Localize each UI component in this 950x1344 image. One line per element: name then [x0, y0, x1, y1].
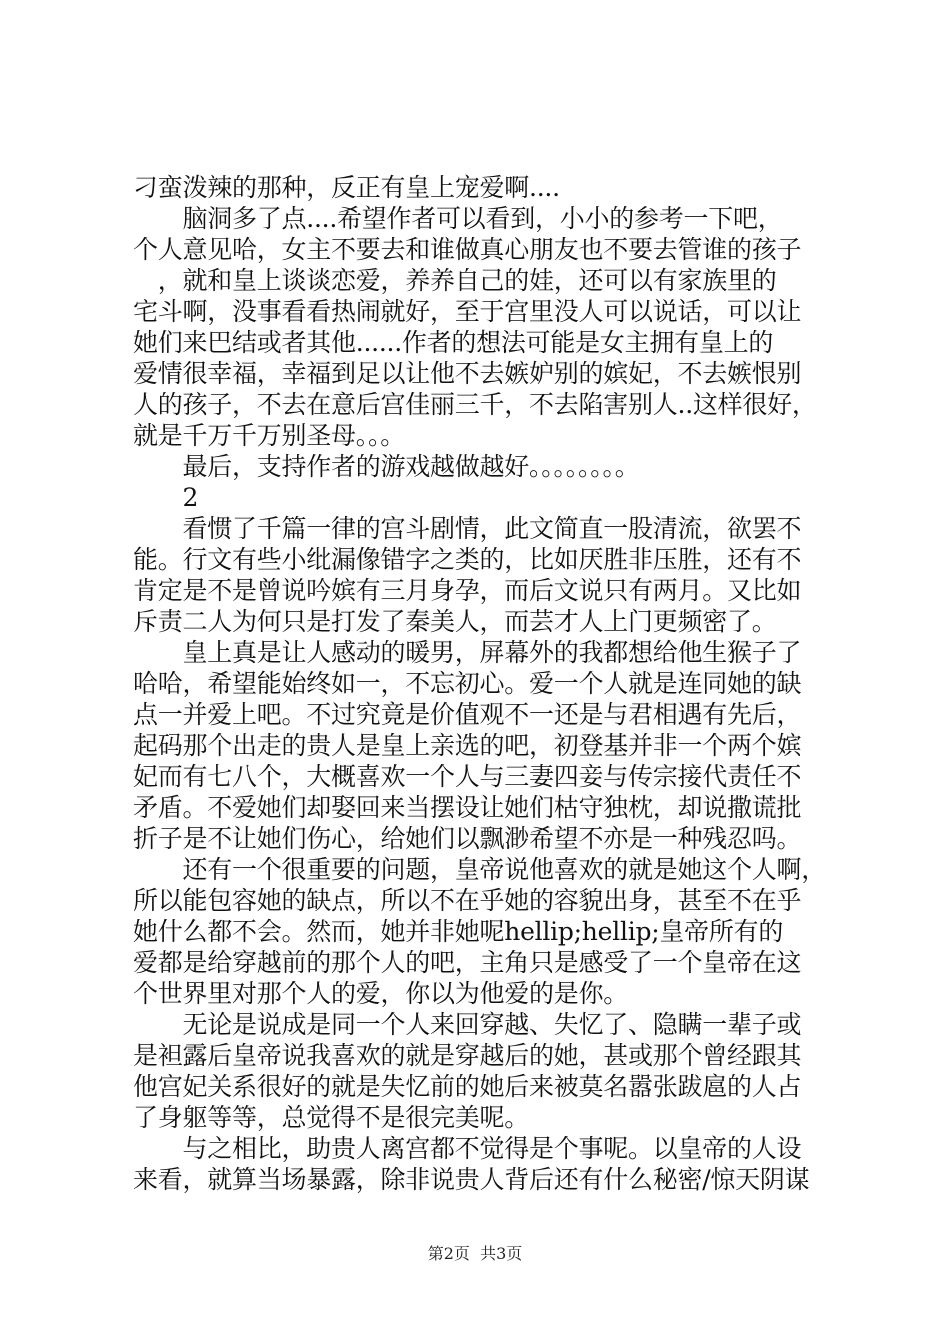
text-line: 她什么都不会。然而，她并非她呢hellip;hellip;皇帝所有的 — [133, 917, 784, 946]
text-line: 与之相比，助贵人离宫都不觉得是个事呢。以皇帝的人设 — [133, 1134, 802, 1163]
text-line: 矛盾。不爱她们却娶回来当摆设让她们枯守独枕，却说撒谎批 — [133, 793, 802, 822]
text-line: 来看，就算当场暴露，除非说贵人背后还有什么秘密/惊天阴谋 — [133, 1165, 810, 1194]
text-line: 起码那个出走的贵人是皇上亲选的吧，初登基并非一个两个嫔 — [133, 731, 802, 760]
text-line: 看惯了千篇一律的宫斗剧情，此文简直一股清流，欲罢不 — [133, 514, 802, 543]
page-footer: 第2页 共3页 — [427, 1244, 523, 1263]
text-line: 最后，支持作者的游戏越做越好。。。。。。。。 — [133, 452, 640, 481]
text-line: 人的孩子，不去在意后宫佳丽三千，不去陷害别人..这样很好， — [133, 390, 817, 419]
text-line: 点一并爱上吧。不过究竟是价值观不一还是与君相遇有先后， — [133, 700, 802, 729]
body-text — [133, 172, 833, 1195]
text-line: 她们来巴结或者其他......作者的想法可能是女主拥有皇上的 — [133, 328, 774, 357]
text-line: 无论是说成是同一个人来回穿越、失忆了、隐瞒一辈子或 — [133, 1010, 802, 1039]
text-line: ，就和皇上谈谈恋爱，养养自己的娃，还可以有家族里的 — [133, 266, 777, 295]
text-line: 个世界里对那个人的爱，你以为他爱的是你。 — [133, 979, 629, 1008]
text-line: 爱情很幸福，幸福到足以让他不去嫉妒别的嫔妃，不去嫉恨别 — [133, 359, 802, 388]
text-line: 是袒露后皇帝说我喜欢的就是穿越后的她，甚或那个曾经跟其 — [133, 1041, 802, 1070]
text-line: 皇上真是让人感动的暖男，屏幕外的我都想给他生猴子了 — [133, 638, 802, 667]
text-line: 能。行文有些小纰漏像错字之类的，比如厌胜非压胜，还有不 — [133, 545, 802, 574]
text-line: 还有一个很重要的问题，皇帝说他喜欢的就是她这个人啊， — [133, 855, 827, 884]
text-line: 哈哈，希望能始终如一，不忘初心。爱一个人就是连同她的缺 — [133, 669, 802, 698]
text-line: 脑洞多了点....希望作者可以看到，小小的参考一下吧， — [133, 204, 783, 233]
text-line: 所以能包容她的缺点，所以不在乎她的容貌出身，甚至不在乎 — [133, 886, 802, 915]
text-line: 刁蛮泼辣的那种，反正有皇上宠爱啊.... — [133, 173, 560, 202]
text-line: 斥责二人为何只是打发了秦美人，而芸才人上门更频密了。 — [133, 607, 777, 636]
text-line: 了身躯等等，总觉得不是很完美呢。 — [133, 1103, 530, 1132]
text-line: 肯定是不是曾说吟嫔有三月身孕，而后文说只有两月。又比如 — [133, 576, 802, 605]
text-line: 就是千万千万别圣母。。。 — [133, 421, 406, 450]
text-line: 个人意见哈，女主不要去和谁做真心朋友也不要去管谁的孩子 — [133, 235, 802, 264]
text-line: 折子是不让她们伤心，给她们以飘渺希望不亦是一种残忍吗。 — [133, 824, 802, 853]
text-line: 妃而有七八个，大概喜欢一个人与三妻四妾与传宗接代责任不 — [133, 762, 802, 791]
text-line: 宅斗啊，没事看看热闹就好，至于宫里没人可以说话，可以让 — [133, 297, 802, 326]
text-line: 他宫妃关系很好的就是失忆前的她后来被莫名嚣张跋扈的人占 — [133, 1072, 802, 1101]
text-line: 2 — [133, 483, 199, 512]
text-line: 爱都是给穿越前的那个人的吧，主角只是感受了一个皇帝在这 — [133, 948, 802, 977]
